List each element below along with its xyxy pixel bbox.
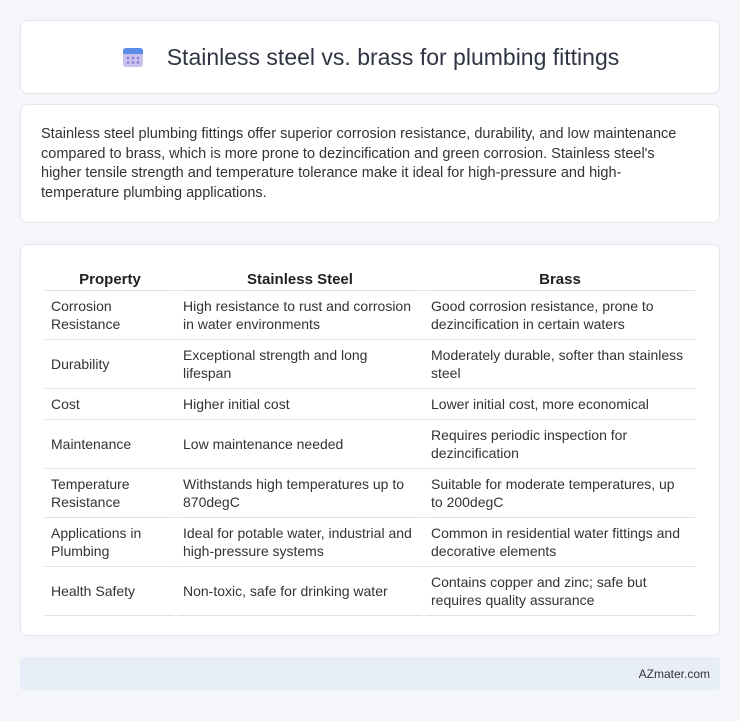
stainless-steel-cell: Ideal for potable water, industrial and high-pressure systems (177, 518, 423, 567)
column-header-stainless-steel: Stainless Steel (177, 265, 423, 291)
table-row (45, 567, 695, 616)
brass-cell: Suitable for moderate temperatures, up to 200degC (425, 469, 695, 518)
column-header-property: Property (45, 265, 175, 291)
comparison-table (43, 265, 697, 616)
footer-brand[interactable]: AZmater.com (638, 666, 710, 681)
table-row (45, 340, 695, 389)
footer-bar (20, 657, 720, 690)
brass-cell: Contains copper and zinc; safe but requires quality assurance (425, 567, 695, 616)
stainless-steel-cell: Non-toxic, safe for drinking water (177, 567, 423, 616)
brass-cell: Moderately durable, softer than stainless steel (425, 340, 695, 389)
property-cell: Corrosion Resistance (45, 291, 175, 340)
table-row (45, 291, 695, 340)
summary-text: Stainless steel plumbing fittings offer superior corrosion resistance, durability, and low maintenance compared to brass, which is more prone to dezincification and green corrosion. Stainless steel's higher tensile strength and temperature tolerance make it ideal for high-pressure and high-temperature plumbing applications. (41, 126, 677, 201)
brass-cell: Requires periodic inspection for dezincification (425, 420, 695, 469)
table-row (45, 518, 695, 567)
column-header-brass: Brass (425, 265, 695, 291)
property-cell: Applications in Plumbing (45, 518, 175, 567)
property-cell: Durability (45, 340, 175, 389)
comparison-table-card (20, 244, 720, 636)
property-cell: Temperature Resistance (45, 469, 175, 518)
page-title: Stainless steel vs. brass for plumbing fittings (166, 43, 620, 70)
brass-cell: Good corrosion resistance, prone to dezincification in certain waters (425, 291, 695, 340)
table-row (45, 389, 695, 420)
table-header-row (45, 265, 695, 291)
calendar-icon (121, 45, 145, 69)
summary-card (20, 104, 720, 223)
title-card (20, 20, 720, 94)
stainless-steel-cell: High resistance to rust and corrosion in water environments (177, 291, 423, 340)
property-cell: Health Safety (45, 567, 175, 616)
table-row (45, 420, 695, 469)
brass-cell: Lower initial cost, more economical (425, 389, 695, 420)
table-row (45, 469, 695, 518)
stainless-steel-cell: Higher initial cost (177, 389, 423, 420)
property-cell: Maintenance (45, 420, 175, 469)
stainless-steel-cell: Withstands high temperatures up to 870degC (177, 469, 423, 518)
stainless-steel-cell: Low maintenance needed (177, 420, 423, 469)
brass-cell: Common in residential water fittings and decorative elements (425, 518, 695, 567)
property-cell: Cost (45, 389, 175, 420)
stainless-steel-cell: Exceptional strength and long lifespan (177, 340, 423, 389)
